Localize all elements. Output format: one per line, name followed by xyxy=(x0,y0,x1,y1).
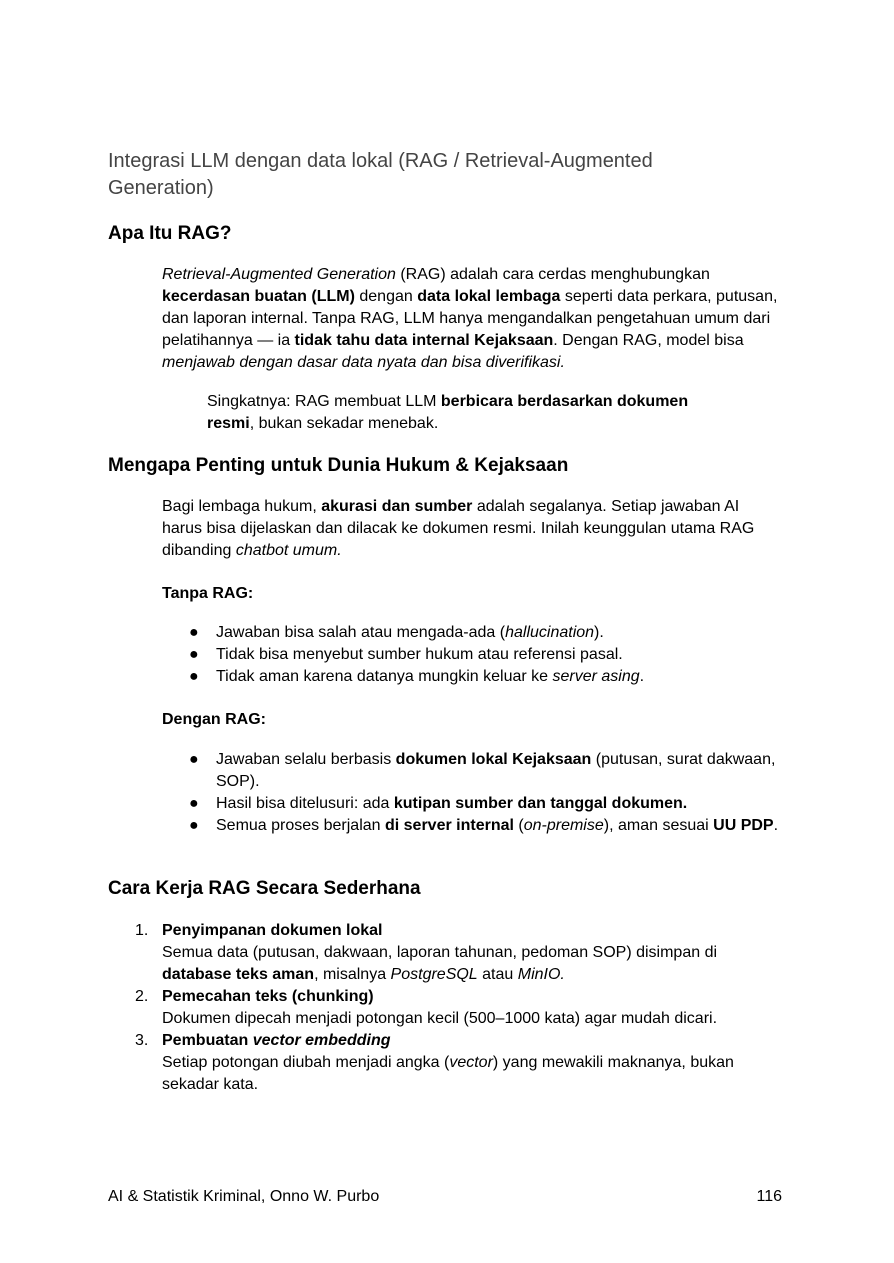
text-run: Bagi lembaga hukum, xyxy=(162,498,322,515)
list-item xyxy=(108,920,782,986)
step-title: Penyimpanan dokumen lokal xyxy=(162,922,383,939)
text-run: ), aman sesuai xyxy=(603,817,714,834)
text-run: Pembuatan xyxy=(162,1032,253,1049)
list-item xyxy=(108,1030,782,1096)
text-bold: UU PDP xyxy=(713,817,774,834)
list-item xyxy=(162,815,782,837)
text-run: Tidak aman karena datanya mungkin keluar ke xyxy=(216,668,553,685)
list-item xyxy=(162,622,782,644)
text-run: Dokumen dipecah menjadi potongan kecil (500–1000 kata) agar mudah dicari. xyxy=(162,1010,718,1027)
step-number: 2. xyxy=(135,988,149,1005)
text-italic: Retrieval-Augmented Generation xyxy=(162,266,396,283)
text-run: Hasil bisa ditelusuri: ada xyxy=(216,795,394,812)
text-bold: dokumen lokal Kejaksaan xyxy=(395,751,592,768)
text-run: . xyxy=(773,817,779,834)
bullet-icon: ● xyxy=(189,795,199,812)
text-italic: server asing xyxy=(552,668,640,685)
heading-mengapa-penting: Mengapa Penting untuk Dunia Hukum & Kejaksaan xyxy=(108,455,569,476)
step-number: 1. xyxy=(135,922,149,939)
bullet-icon: ● xyxy=(189,624,199,641)
text-bold: di server internal xyxy=(384,817,514,834)
bullet-icon: ● xyxy=(189,646,199,663)
step-title xyxy=(162,1032,391,1049)
text-run: ( xyxy=(513,817,524,834)
text-run: ). xyxy=(594,624,604,641)
text-run: dengan xyxy=(354,288,418,305)
paragraph-rag-definition xyxy=(162,264,782,374)
list-item xyxy=(162,749,782,793)
list-item xyxy=(162,793,782,815)
bullet-icon: ● xyxy=(189,817,199,834)
text-run: Semua data (putusan, dakwaan, laporan tahunan, pedoman SOP) disimpan di xyxy=(162,944,718,961)
text-run: Singkatnya: RAG membuat LLM xyxy=(207,393,441,410)
text-run: ) yang mewakili maknanya, bukan sekadar kata. xyxy=(162,1054,734,1093)
text-run: . Dengan RAG, model bisa xyxy=(553,332,744,349)
text-run: , misalnya xyxy=(314,966,391,983)
label-dengan-rag: Dengan RAG: xyxy=(162,711,266,728)
step-title: Pemecahan teks (chunking) xyxy=(162,988,374,1005)
text-run: Setiap potongan diubah menjadi angka ( xyxy=(162,1054,450,1071)
text-bold: akurasi dan sumber xyxy=(321,498,473,515)
heading-apa-itu-rag: Apa Itu RAG? xyxy=(108,223,232,244)
text-bold: tidak tahu data internal Kejaksaan xyxy=(294,332,554,349)
text-italic: chatbot umum. xyxy=(235,542,342,559)
text-run: . xyxy=(639,668,645,685)
document-title: Integrasi LLM dengan data lokal (RAG / Retrieval-Augmented Generation) xyxy=(108,150,653,199)
text-run: adalah segalanya. Setiap jawaban AI harus bisa dijelaskan dan dilacak ke dokumen resmi. Inilah keunggulan utama RAG dibanding xyxy=(162,498,755,559)
text-italic: on-premise xyxy=(523,817,604,834)
list-item xyxy=(162,644,782,666)
text-bold: berbicara berdasarkan dokumen resmi xyxy=(207,393,689,432)
text-italic: vector embedding xyxy=(252,1032,391,1049)
text-run: Tidak bisa menyebut sumber hukum atau referensi pasal. xyxy=(216,646,623,663)
list-item xyxy=(108,986,782,1030)
bullet-icon: ● xyxy=(189,668,199,685)
text-run: Jawaban selalu berbasis xyxy=(216,751,396,768)
text-italic: hallucination xyxy=(505,624,595,641)
footer-book-title: AI & Statistik Kriminal, Onno W. Purbo xyxy=(108,1188,380,1205)
text-run: seperti data perkara, putusan, dan laporan internal. Tanpa RAG, LLM hanya mengandalkan pengetahuan umum dari pelatihannya — ia xyxy=(162,288,778,349)
text-run: (RAG) adalah cara cerdas menghubungkan xyxy=(395,266,710,283)
text-italic: menjawab dengan dasar data nyata dan bisa diverifikasi. xyxy=(162,354,565,371)
text-run: Semua proses berjalan xyxy=(216,817,385,834)
step-number: 3. xyxy=(135,1032,149,1049)
list-tanpa-rag xyxy=(162,622,782,688)
text-bold: data lokal lembaga xyxy=(417,288,561,305)
text-run: , bukan sekadar menebak. xyxy=(249,415,439,432)
bullet-icon: ● xyxy=(189,751,199,768)
text-italic: PostgreSQL xyxy=(390,966,478,983)
list-cara-kerja-steps xyxy=(108,920,782,1096)
text-italic: MinIO. xyxy=(517,966,565,983)
text-italic: vector xyxy=(449,1054,493,1071)
list-item xyxy=(162,666,782,688)
heading-cara-kerja: Cara Kerja RAG Secara Sederhana xyxy=(108,878,421,899)
list-dengan-rag xyxy=(162,749,782,837)
text-run: atau xyxy=(477,966,518,983)
text-bold: kecerdasan buatan (LLM) xyxy=(162,288,355,305)
text-bold: kutipan sumber dan tanggal dokumen. xyxy=(393,795,688,812)
text-run: (putusan, surat dakwaan, SOP). xyxy=(216,751,776,790)
text-bold: database teks aman xyxy=(162,966,315,983)
quote-summary xyxy=(207,391,727,435)
label-tanpa-rag: Tanpa RAG: xyxy=(162,585,254,602)
text-run: Jawaban bisa salah atau mengada-ada ( xyxy=(216,624,506,641)
paragraph-legal-importance xyxy=(162,496,782,562)
page-number: 116 xyxy=(756,1188,782,1205)
